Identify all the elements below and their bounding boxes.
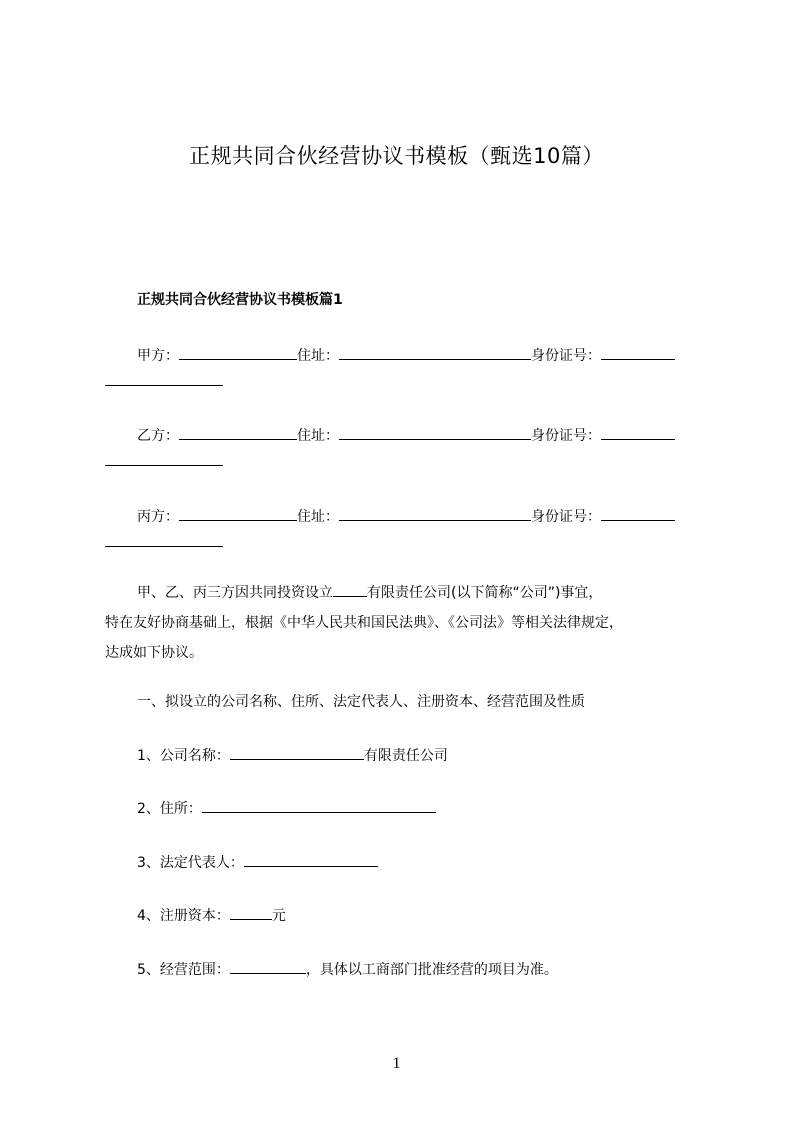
- item-capital-label: 4、注册资本：: [137, 908, 230, 924]
- party-c-address-label: 住址：: [297, 509, 339, 525]
- intro-line-1-a: 甲、乙、丙三方因共同投资设立: [137, 585, 333, 601]
- party-a-name-blank[interactable]: [179, 347, 297, 360]
- party-a-line: [137, 345, 675, 365]
- party-b-address-blank[interactable]: [339, 427, 531, 440]
- party-c-id-blank-cont[interactable]: [105, 534, 223, 547]
- party-a-label: 甲方：: [137, 348, 179, 364]
- party-b-line: [137, 425, 675, 445]
- party-b-id-label: 身份证号：: [531, 428, 601, 444]
- party-b-id-blank[interactable]: [601, 427, 675, 440]
- party-b-id-blank-cont[interactable]: [105, 453, 223, 466]
- legal-rep-blank[interactable]: [244, 854, 378, 867]
- party-a-id-blank[interactable]: [601, 347, 675, 360]
- party-a-id-label: 身份证号：: [531, 348, 601, 364]
- item-company-name: [137, 745, 448, 765]
- intro-line-1: [105, 578, 705, 608]
- party-a-id-blank-cont[interactable]: [105, 373, 223, 386]
- intro-line-1-b: 有限责任公司(以下简称“公司”)事宜，: [367, 585, 603, 601]
- item-legal-rep: [137, 852, 378, 872]
- capital-blank[interactable]: [230, 907, 272, 920]
- party-b-name-blank[interactable]: [179, 427, 297, 440]
- item-address-label: 2、住所：: [137, 801, 202, 817]
- item-scope-suffix: ，具体以工商部门批准经营的项目为准。: [305, 962, 558, 978]
- party-c-address-blank[interactable]: [339, 508, 531, 521]
- party-a-address-blank[interactable]: [339, 347, 531, 360]
- item-company-name-label: 1、公司名称：: [137, 748, 230, 764]
- item-address: [137, 798, 436, 818]
- item-capital: [137, 905, 286, 925]
- section-heading: 正规共同合伙经营协议书模板篇1: [137, 292, 343, 308]
- party-b-id-continuation: [105, 453, 223, 470]
- party-c-name-blank[interactable]: [179, 508, 297, 521]
- intro-line-3: 达成如下协议。: [105, 645, 203, 661]
- item-company-name-suffix: 有限责任公司: [363, 748, 448, 764]
- document-title: 正规共同合伙经营协议书模板（甄选10篇）: [189, 144, 604, 168]
- company-name-blank-intro[interactable]: [333, 584, 367, 597]
- party-c-id-continuation: [105, 534, 223, 551]
- party-c-id-label: 身份证号：: [531, 509, 601, 525]
- party-a-address-label: 住址：: [297, 348, 339, 364]
- company-name-blank[interactable]: [230, 747, 364, 760]
- party-c-label: 丙方：: [137, 509, 179, 525]
- intro-line-2: 特在友好协商基础上，根据《中华人民共和国民法典》、《公司法》等相关法律规定，: [105, 615, 623, 631]
- clause-1-heading: 一、拟设立的公司名称、住所、法定代表人、注册资本、经营范围及性质: [137, 694, 585, 710]
- page-number: 1: [392, 1055, 401, 1072]
- item-scope-label: 5、经营范围：: [137, 962, 230, 978]
- party-c-line: [137, 506, 675, 526]
- party-b-address-label: 住址：: [297, 428, 339, 444]
- item-capital-unit: 元: [271, 908, 286, 924]
- intro-paragraph: [105, 578, 705, 668]
- item-legal-rep-label: 3、法定代表人：: [137, 855, 244, 871]
- item-scope: [137, 959, 558, 979]
- address-blank[interactable]: [202, 800, 436, 813]
- scope-blank[interactable]: [230, 961, 306, 974]
- party-c-id-blank[interactable]: [601, 508, 675, 521]
- party-b-label: 乙方：: [137, 428, 179, 444]
- party-a-id-continuation: [105, 373, 223, 390]
